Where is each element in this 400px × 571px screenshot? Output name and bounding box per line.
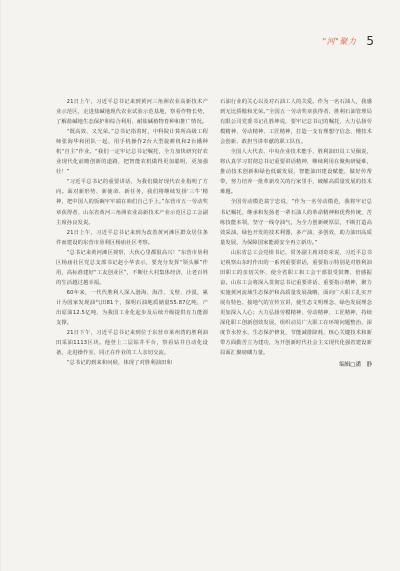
paragraph: 21日上午，习近平总书记来到为改善黄河滩区群众居住条件而建设的东营市垦利区杨庙社区考察。 (56, 229, 208, 246)
right-column (220, 97, 372, 368)
paragraph: “既高效、又光荣。”总书记指着时，中科院计算所高级工程师张海华和团队一起，用手机操作2台大型旋耕机和2台播种机“自主”作业。“我们一定牢记总书记嘱托，全力加快研究好农业现代化前瞻创新的道路，把智能农机做得更加聪明，更加强壮！” (56, 129, 208, 176)
paragraph: 全国人大代表、中央企业技术能手、胜利油田员工吴佩说，将认真学习贯彻总书记重要讲话精神，继续利用在聚焦研疑难，推动技术创新和绿色低碳发展，智能油田建设赋能，做好传帮带，努力培养一批革新攻关的行家里手，破解高质量发展的技术难题。 (220, 149, 372, 196)
editor-credit: 编辑□潘 静 (339, 362, 372, 369)
paragraph: 石油行业的关心以及对石油工人的关爱。作为一名石油人，我感到无比骄傲和光荣。”全国五一劳动奖章获得者、胜利石油管理局有限公司党委书记孔胜坤说，要牢记总书记的嘱托，大力弘扬劳模精神、劳动精神、工匠精神，打造一支有理想守信念、懂技术会创新、敢担当讲奉献的职工队伍。 (220, 99, 372, 146)
paragraph: “习近平总书记的重要讲话，为我们做好现代农业指明了方向。面对新形势、新使命、新任务，我们将继续发扬‘三牛’精神，把中国人的饭碗牢牢端在咱们自己手上。”东营市五一劳动奖章获得者、山东省黄河三角洲农业高新技术产业示范区总工会副主席孙良发说。 (56, 179, 208, 226)
article-body (56, 97, 372, 368)
left-column (56, 97, 208, 368)
paragraph: “总书记的到来和问候，体现了对胜利油田和 (66, 360, 172, 367)
paragraph: 山东省总工会党组书记、常务副主席刘奇荣说，习近平总书记视察山东时作出的一系列重要讲话，重要指示特别是对胜利油田职工的亲切关怀，使全省职工和工会干部很受鼓舞、倍感振奋。山东工会将深入贯彻总书记重要讲话、重要指示精神，聚力实施黄河流域生态保护和高质量发展战略，面向广大职工扎实开展有特色、接地气的宣传宣讲，使生态文明理念、绿色发展理念更加深入人心；大力弘扬劳模精神、劳动精神、工匠精神，持续深化职工创新创效发展，组织动员广大职工在环境问题整治、深度节水控水、生态保护修复，节能减排降耗、核心关键技术和新带方面勤苦立为建功，为开创新时代社会主义现代化强省建设新局面汇聚磅礴力量。 (220, 249, 372, 357)
paragraph: 全国劳动模范翁宁忠说，“作为一名劳动模范，我将牢记总书记嘱托，继承和发扬老一辈石油人的革命精神和优秀传统，苦练技能本领，坚守一线夺油气，为全力创新硬厚层，不断打造高效采油，绿色开发的技术利器，多产油，多创效，助力油田高质量发展，为保障国家能源安全再立新功。” (220, 199, 372, 246)
page-edge (0, 0, 1, 571)
paragraph: 21日上午，习近平总书记来到黄河三角洲农业高新技术产业示范区，走进盐碱地现代农业试验示范基地，察看作物长势，了解盐碱地生态保护和综合利用、耐盐碱植物育种和推广情况。 (56, 99, 208, 126)
page-number: 5 (366, 34, 374, 48)
paragraph: 21日下午，习近平总书记来到位于东营市莱州湾的胜利油田采油1113区块。他登上二层钻井平台，察看钻井自动化设备，走进操作室，同正在作业的工人亲切交流。 (56, 330, 208, 357)
section-tag: "河"聚力 (322, 36, 357, 46)
page-header (323, 34, 375, 48)
paragraph: 60年来，一代代胜利人深入渤海、海洋、戈壁、沙漠，累计为国家发现油气田81个，探明石油地质储量55.87亿吨，产出原油12.5亿吨，为我国工业化起步及后续升级提供有力能源支撑。 (56, 289, 208, 327)
paragraph: “总书记来黄河滩区视察，大伙心里都很高兴！”东营市垦利区杨庙社区党总支部书记赵小华表示，要充分发挥“领头雁”作用，高标准建好“工友创业区”，不断壮大村集体经济，让老百姓的生活越过越幸福。 (56, 249, 208, 286)
